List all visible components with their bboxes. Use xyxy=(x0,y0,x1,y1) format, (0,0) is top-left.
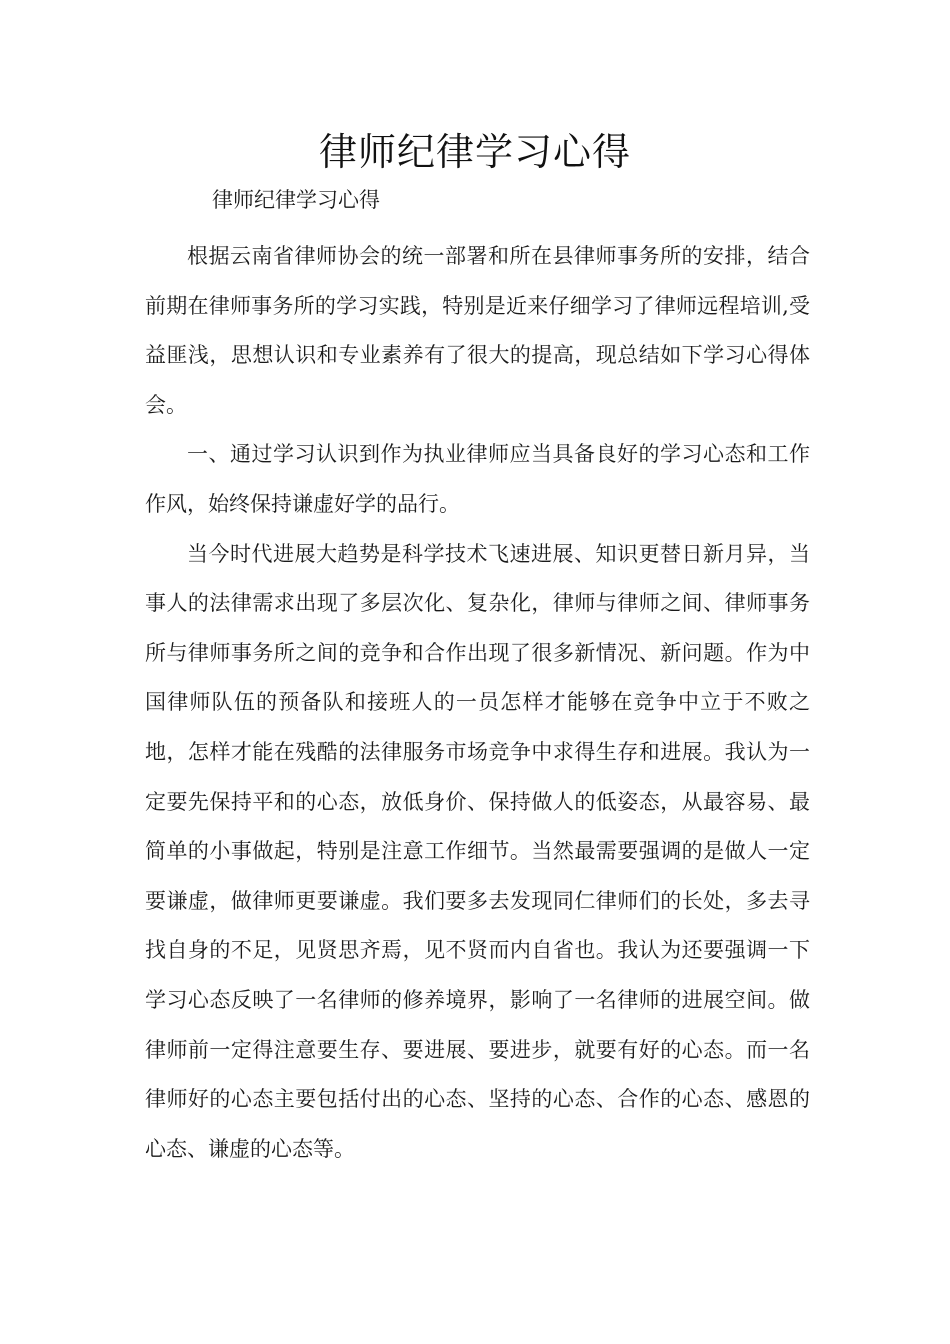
document-body xyxy=(145,232,810,1174)
document-subtitle: 律师纪律学习心得 xyxy=(212,188,380,212)
paragraph-intro: 根据云南省律师协会的统一部署和所在县律师事务所的安排，结合前期在律师事务所的学习实践，特别是近来仔细学习了律师远程培训,受益匪浅，思想认识和专业素养有了很大的提高，现总结如下学习心得体会。 xyxy=(145,244,810,417)
paragraph-section-one-heading: 一、通过学习认识到作为执业律师应当具备良好的学习心态和工作作风，始终保持谦虚好学的品行。 xyxy=(145,442,810,516)
paragraph-section-one-body: 当今时代进展大趋势是科学技术飞速进展、知识更替日新月异，当事人的法律需求出现了多层次化、复杂化，律师与律师之间、律师事务所与律师事务所之间的竞争和合作出现了很多新情况、新问题。作为中国律师队伍的预备队和接班人的一员怎样才能够在竞争中立于不败之地，怎样才能在残酷的法律服务市场竞争中求得生存和进展。我认为一定要先保持平和的心态，放低身价、保持做人的低姿态，从最容易、最简单的小事做起，特别是注意工作细节。当然最需要强调的是做人一定要谦虚，做律师更要谦虚。我们要多去发现同仁律师们的长处，多去寻找自身的不足，见贤思齐焉，见不贤而内自省也。我认为还要强调一下学习心态反映了一名律师的修养境界，影响了一名律师的进展空间。做律师前一定得注意要生存、要进展、要进步，就要有好的心态。而一名律师好的心态主要包括付出的心态、坚持的心态、合作的心态、感恩的心态、谦虚的心态等。 xyxy=(145,541,810,1161)
document-title: 律师纪律学习心得 xyxy=(318,130,631,174)
